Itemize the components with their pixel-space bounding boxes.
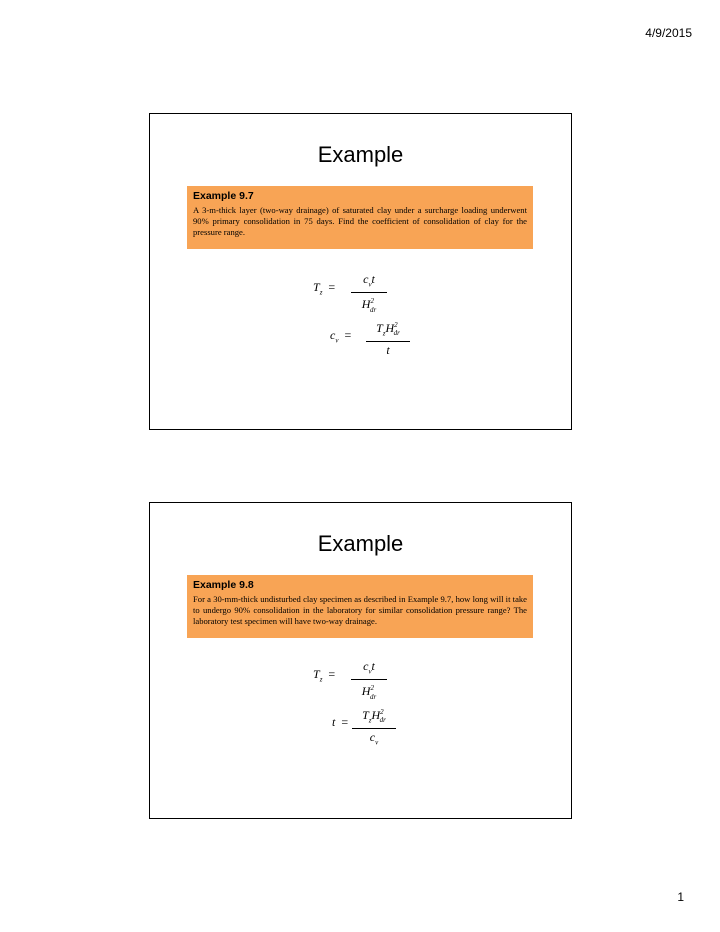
eq-num-sub: z [368,716,372,725]
eq-den-sup: 2 [370,297,374,306]
example-text: A 3-m-thick layer (two-way drainage) of saturated clay under a surcharge loading underwent 90% primary consolidation in 75 days. Find the coefficient of consolidation of clay for the pressure range. [193,205,527,237]
eq-num-sub: z [382,329,386,338]
eq-num-sub2: dr [379,716,386,725]
eq-operator: = [341,715,349,729]
example-heading: Example 9.7 [193,190,254,202]
eq-den-sub: dr [369,692,377,701]
slide-2 [149,502,572,819]
fraction-bar [351,292,387,293]
header-date: 4/9/2015 [645,26,692,40]
eq-num-mid: H [385,321,395,335]
eq-lhs: c [330,328,336,342]
eq-lhs-sub: z [319,675,323,684]
fraction-bar [351,679,387,680]
eq-num-tail: t [371,272,375,286]
eq-num: c [363,272,369,286]
eq-operator: = [328,667,336,681]
eq-num: c [363,659,369,673]
eq-lhs: T [313,280,320,294]
example-text: For a 30-mm-thick undisturbed clay specimen as described in Example 9.7, how long will it take to undergo 90% consolidation in the laboratory for similar consolidation pressure range? The laboratory test specimen will have two-way drainage. [193,594,527,626]
eq-den: t [386,343,390,358]
eq-lhs-sub: z [319,288,323,297]
eq-num-sup: 2 [394,321,398,329]
eq-num-mid: H [371,708,381,722]
slide-title: Example [317,142,404,167]
eq-num-sub: v [368,280,372,289]
eq-den-sub: v [375,738,379,747]
page-number: 1 [677,890,684,904]
eq-num-sub: v [368,667,372,676]
eq-lhs-sub: v [335,336,339,345]
eq-den-sub: dr [369,305,377,314]
eq-num: T [376,321,383,335]
eq-lhs: t [332,715,336,729]
eq-num-sub2: dr [393,329,400,338]
eq-operator: = [328,280,336,294]
eq-den: H [361,297,371,312]
example-box [187,575,533,638]
fraction-bar [352,728,396,729]
eq-lhs: T [313,667,320,681]
eq-num: T [362,708,369,722]
eq-num-tail: t [371,659,375,673]
eq-num-sup: 2 [380,708,384,716]
fraction-bar [366,341,410,342]
eq-den-sup: 2 [370,684,374,693]
eq-den: c [369,730,376,745]
eq-den: H [361,684,371,699]
slide-title: Example [317,531,404,556]
example-box [187,186,533,249]
slide-1 [149,113,572,430]
example-heading: Example 9.8 [193,579,254,591]
eq-operator: = [344,328,352,342]
